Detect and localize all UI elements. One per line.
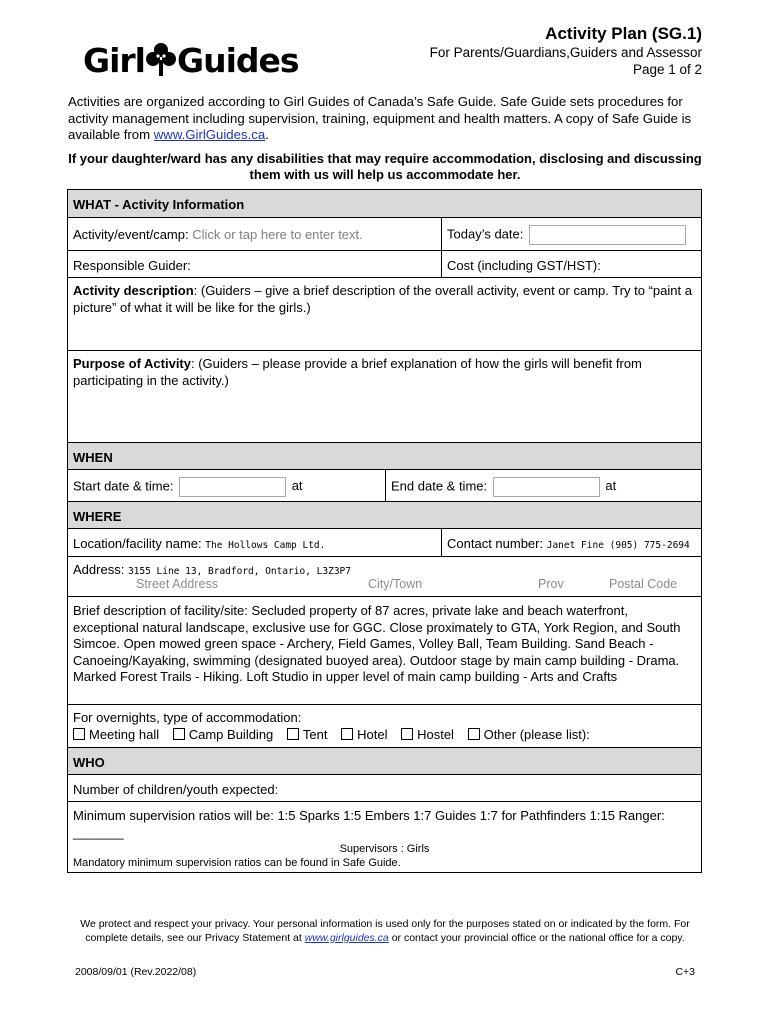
section-where: WHERE: [68, 501, 701, 528]
section-what: WHAT - Activity Information: [68, 190, 701, 217]
checkbox[interactable]: [287, 728, 299, 740]
page-title: Activity Plan (SG.1): [545, 24, 702, 43]
activity-cell: [68, 218, 441, 250]
city-sublabel: City/Town: [368, 577, 423, 591]
street-sublabel: Street Address: [136, 577, 218, 591]
option-meeting-hall[interactable]: [73, 727, 159, 742]
revision-date: 2008/09/01 (Rev.2022/08): [75, 966, 197, 978]
contact-value[interactable]: Janet Fine (905) 775-2694: [546, 540, 690, 551]
logo-text-guides: Guides: [176, 40, 299, 80]
checkbox[interactable]: [468, 728, 480, 740]
section-when: WHEN: [68, 442, 701, 469]
location-label: Location/facility name:: [73, 536, 202, 551]
dates-row: [68, 469, 701, 501]
activity-row: [68, 217, 701, 250]
purpose-instructions: : (Guiders – please provide a brief explanation of how the girls will benefit from participating in the activity.): [73, 356, 642, 388]
children-row: [68, 774, 701, 801]
todays-date-label: Today’s date:: [447, 226, 524, 242]
postal-sublabel: Postal Code: [609, 577, 678, 591]
checkbox[interactable]: [173, 728, 185, 740]
girl-guides-logo: [83, 38, 299, 82]
prov-sublabel: Prov: [538, 577, 564, 591]
privacy-end: or contact your provincial office or the national office for a copy.: [388, 932, 685, 944]
location-value[interactable]: The Hollows Camp Ltd.: [205, 540, 326, 551]
checkbox[interactable]: [341, 728, 353, 740]
end-date-label: End date & time:: [391, 478, 488, 494]
description-instructions: : (Guiders – give a brief description of the overall activity, event or camp. Try to “paint a picture” of what it will be like for the girls.): [73, 283, 692, 315]
contact-cell: [442, 529, 701, 556]
option-label: Camp Building: [188, 726, 274, 742]
guider-cell: [68, 251, 441, 277]
option-other[interactable]: [468, 727, 590, 742]
option-label: Tent: [302, 726, 328, 742]
address-label: Address:: [73, 562, 125, 577]
ratios-row: [68, 801, 701, 872]
option-label: Meeting hall: [89, 726, 160, 742]
activity-input[interactable]: Click or tap here to enter text.: [192, 227, 363, 242]
facility-description[interactable]: Brief description of facility/site: Secluded property of 87 acres, private lake and beach waterfront, exceptional natural landscape, exclusive use for GGC. Close proximately to GTA, York Region, and South Simcoe. Open mowed green space - Archery, Field Games, Volley Ball, Team Building. Sand Beach - Canoeing/Kayaking, swimming (designated buoyed area). Outdoor stage by main camp building - Drama. Marked Forest Trails - Hiking. Loft Studio in upper level of main camp building - Arts and Crafts: [68, 596, 701, 704]
start-date-cell: [68, 470, 385, 501]
privacy-link[interactable]: www.girlguides.ca: [304, 932, 389, 944]
end-at-label: at: [605, 478, 617, 494]
address-value[interactable]: 3155 Line 13, Bradford, Ontario, L3Z3P7: [127, 566, 351, 577]
option-label: Hotel: [357, 726, 388, 742]
logo-text-girl: Girl: [83, 40, 145, 80]
option-camp-building[interactable]: [173, 727, 274, 742]
accommodation-row: [68, 704, 701, 747]
children-cell: [68, 775, 701, 801]
end-date-input[interactable]: [493, 477, 600, 497]
todays-date-cell: [442, 218, 701, 250]
option-label: Hostel: [417, 726, 454, 742]
privacy-text: We protect and respect your privacy. Your personal information is used only for the purposes stated on or indicated by the form. For complete details, see our Privacy Statement at: [80, 918, 690, 944]
intro-text: Activities are organized according to Girl Guides of Canada’s Safe Guide. Safe Guide sets procedures for activity management including supervision, training, equipment and health matters. A copy of Safe Guide is available from: [68, 94, 692, 142]
ratios-text: Minimum supervision ratios will be: 1:5 Sparks 1:5 Embers 1:7 Guides 1:7 for Pathfinders 1:15 Ranger: _______: [73, 808, 665, 840]
section-who: WHO: [68, 747, 701, 774]
option-label: Other (please list):: [483, 726, 590, 742]
activity-label: Activity/event/camp:: [73, 227, 189, 242]
guider-row: [68, 250, 701, 277]
start-at-label: at: [291, 478, 303, 494]
start-date-label: Start date & time:: [73, 478, 174, 494]
intro-end: .: [265, 127, 269, 142]
contact-label: Contact number:: [447, 536, 544, 551]
location-cell: [68, 529, 441, 556]
option-hostel[interactable]: [401, 727, 454, 742]
supervisors-caption: Supervisors : Girls: [339, 843, 430, 855]
start-date-input[interactable]: [179, 477, 286, 497]
trefoil-icon: [146, 42, 176, 78]
intro-paragraph: [68, 94, 708, 144]
page-subtitle: For Parents/Guardians,Guiders and Assessor: [429, 45, 702, 60]
page-number: Page 1 of 2: [632, 62, 702, 77]
end-date-cell: [386, 470, 701, 501]
checkbox[interactable]: [73, 728, 85, 740]
description-heading: Activity description: [73, 283, 194, 298]
activity-description[interactable]: [68, 277, 701, 350]
mandatory-ratios-note: Mandatory minimum supervision ratios can be found in Safe Guide.: [73, 857, 401, 869]
form-code: C+3: [675, 966, 695, 978]
cost-label: Cost (including GST/HST):: [447, 258, 601, 273]
option-hotel[interactable]: [341, 727, 387, 742]
address-cell: [68, 557, 701, 596]
girlguides-link[interactable]: www.GirlGuides.ca: [153, 127, 266, 142]
accommodation-label: For overnights, type of accommodation:: [73, 710, 302, 725]
address-row: [68, 556, 701, 596]
children-label: Number of children/youth expected:: [73, 782, 279, 797]
privacy-footer: [68, 917, 702, 945]
todays-date-input[interactable]: [529, 225, 686, 245]
disability-notice: If your daughter/ward has any disabilities that may require accommodation, disclosing and discussing them with us will help us accommodate her.: [68, 151, 702, 182]
guider-label: Responsible Guider:: [73, 258, 191, 273]
checkbox[interactable]: [401, 728, 413, 740]
accommodation-options: [73, 727, 696, 744]
location-row: [68, 528, 701, 556]
activity-form: [67, 189, 702, 873]
activity-purpose[interactable]: [68, 350, 701, 442]
purpose-heading: Purpose of Activity: [73, 356, 191, 371]
option-tent[interactable]: [287, 727, 328, 742]
cost-cell: [442, 251, 701, 277]
